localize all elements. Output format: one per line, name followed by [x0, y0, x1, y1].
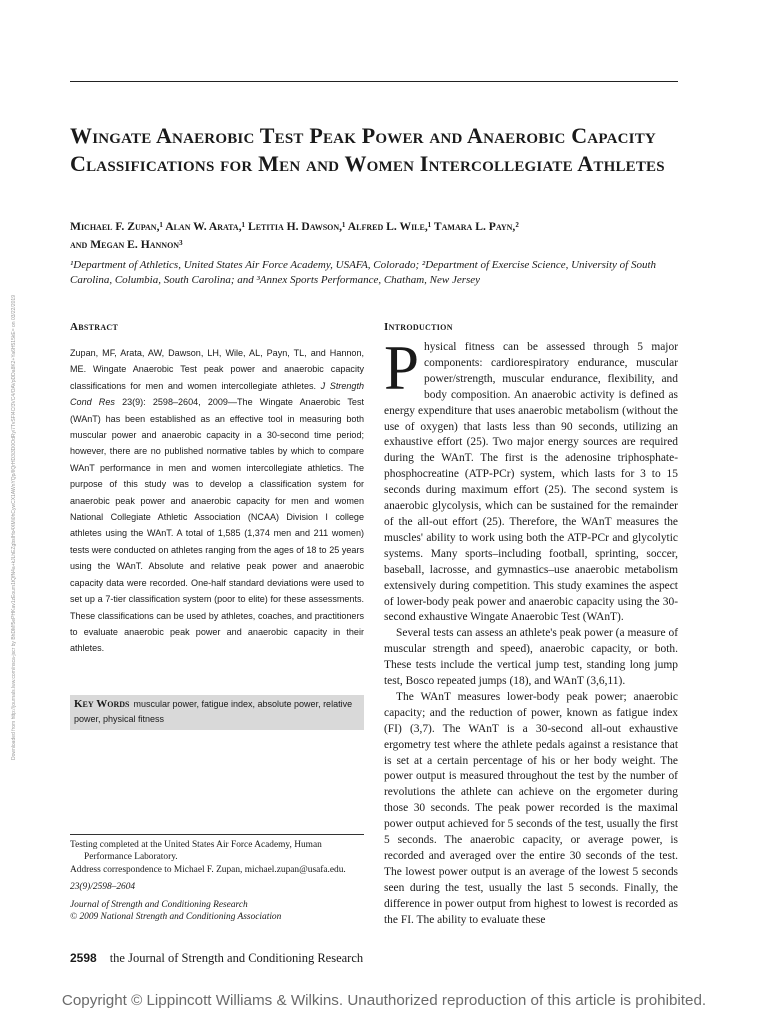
- key-words-heading: Key Words: [74, 698, 130, 710]
- footnote-correspondence: Address correspondence to Michael F. Zupan, michael.zupan@usafa.edu.: [70, 864, 346, 875]
- footer-journal-name: the Journal of Strength and Conditioning Research: [109, 951, 364, 965]
- article-title: Wingate Anaerobic Test Peak Power and Anaerobic Capacity Classifications for Men and Women Intercollegiate Athletes: [70, 123, 665, 176]
- author-line-1: Michael F. Zupan,¹ Alan W. Arata,¹ Letitia H. Dawson,¹ Alfred L. Wile,¹ Tamara L. Payn,²: [70, 220, 519, 233]
- abstract-citation-lead: Zupan, MF, Arata, AW, Dawson, LH, Wile, AL, Payn, TL, and Hannon, ME. Wingate Anaerobic Test peak power and anaerobic capacity classifications for men and women intercollegiate athletes.: [70, 348, 364, 391]
- footnotes: [70, 839, 364, 923]
- footnote-rule: [70, 834, 364, 835]
- page-footer: [70, 948, 470, 968]
- intro-paragraph-1: Physical fitness can be assessed through 5 major components: cardiorespiratory endurance, muscular power/strength, muscular endurance, flexibility, and body composition. An anaerobic activity is defined as energy expenditure that uses anaerobic metabolism (without the use of oxygen) that lasts less than 90 seconds, utilizing an exhaustive effort (25). Two major energy sources are required during the WAnT. The first is the adenosine triphosphate-phosphocreatine (ATP-PCr) system, which lasts for 3 to 15 seconds during maximum effort (25). The second system is anaerobic glycolysis, which can be sustained for the remainder of the all-out effort (25). Therefore, the WAnT measures the muscles' ability to work using both the ATP-PCr and glycolytic systems. Many sports–including football, sprinting, soccer, baseball, lacrosse, and gymnastics–use anaerobic metabolism extensively during competition. This study examines the aspect of lower-body peak power and anaerobic capacity using the 30-second exhaustive Wingate Anaerobic Test (WAnT).: [384, 333, 678, 624]
- abstract-text: 23(9): 2598–2604, 2009—The Wingate Anaerobic Test (WAnT) has been established as an effective tool in measuring both muscular power and anaerobic capacity in a 30-second time period; however, there are no published normative tables by which to compare WAnT performance in men and women intercollegiate athletics. The purpose of this study was to develop a classification system for anaerobic peak power and anaerobic capacity for men and women National Collegiate Athletic Association (NCAA) Division I college athletes using the WAnT. A total of 1,585 (1,374 men and 211 women) tests were conducted on athletes ranging from the ages of 18 to 25 years using the WAnT. Absolute and relative peak power and anaerobic capacity data were recorded. One-half standard deviations were used to set up a 7-tier classification system (poor to elite) for these assessments. These classifications can be used by athletes, coaches, and practitioners to evaluate anaerobic peak power and anaerobic capacity in their athletes.: [70, 397, 364, 654]
- key-words-box: [70, 695, 364, 730]
- intro-paragraph-3: The WAnT measures lower-body peak power; anaerobic capacity; and the reduction of power, known as fatigue index (FI) (3,7). The WAnT is a 30-second all-out exhaustive ergometry test where the athlete pedals against a resistance that is set at a certain percentage of his or her body weight. The power output is measured throughout the test by the number of revolutions the athlete can achieve on the ergometer during those 30 seconds. The peak power recorded is the maximal power output achieved for 5 seconds of the test, usually the first 5 seconds. The anaerobic capacity, or average power, is recorded and averaged over the entire 30 seconds of the test. The lowest power output is an average of the lowest 5 seconds seen during the test, usually the last 5 seconds. Finally, the difference in power output from highest to lowest is recorded as the FI. The ability to evaluate these: [384, 690, 678, 926]
- affiliations: ¹Department of Athletics, United States Air Force Academy, USAFA, Colorado; ²Department of Exercise Science, University of South Carolina, Columbia, South Carolina; and ³Annex Sports Performance, Chatham, New Jersey: [70, 259, 657, 286]
- copyright-banner: Copyright © Lippincott Williams & Wilkins. Unauthorized reproduction of this article is prohibited.: [61, 992, 707, 1009]
- drop-cap: P: [384, 333, 420, 403]
- footnote-testing: Testing completed at the United States Air Force Academy, Human Performance Laboratory.: [70, 840, 322, 863]
- key-words-text: muscular power, fatigue index, absolute power, relative power, physical fitness: [74, 699, 353, 724]
- footnote-copyright: © 2009 National Strength and Conditioning Association: [70, 912, 282, 923]
- footnote-volume: 23(9)/2598–2604: [70, 882, 136, 893]
- abstract-body: [70, 345, 364, 657]
- page-number: 2598: [70, 951, 97, 965]
- download-watermark: Downloaded from http://journals.lww.com/nsca-jscr by BhDMf5ePHKav1zEoum1tQfN4a+kJLhEZgbsIHo4XMi0hCywCX1AWnYQp/IlQrHD3i3D0OdRyi7TvSFl4Cf3VC4/OAVpDDa8K2+Ya6H515kE= on 03/22/2019: [11, 295, 17, 760]
- author-list: [70, 218, 680, 254]
- footnote-journal: Journal of Strength and Conditioning Research: [70, 899, 248, 910]
- introduction-body: [384, 333, 678, 929]
- intro-paragraph-2: Several tests can assess an athlete's peak power (a measure of muscular strength and speed), anaerobic capacity, or both. These tests include the vertical jump test, standing long jump test, Bosco repeated jumps (18), and WAnT (3,6,11).: [384, 627, 678, 688]
- abstract-journal-ref: J Strength Cond Res: [70, 380, 364, 408]
- author-line-2: and Megan E. Hannon³: [70, 238, 183, 251]
- introduction-heading: Introduction: [384, 321, 453, 333]
- header-rule: [70, 81, 678, 82]
- abstract-heading: Abstract: [70, 321, 119, 333]
